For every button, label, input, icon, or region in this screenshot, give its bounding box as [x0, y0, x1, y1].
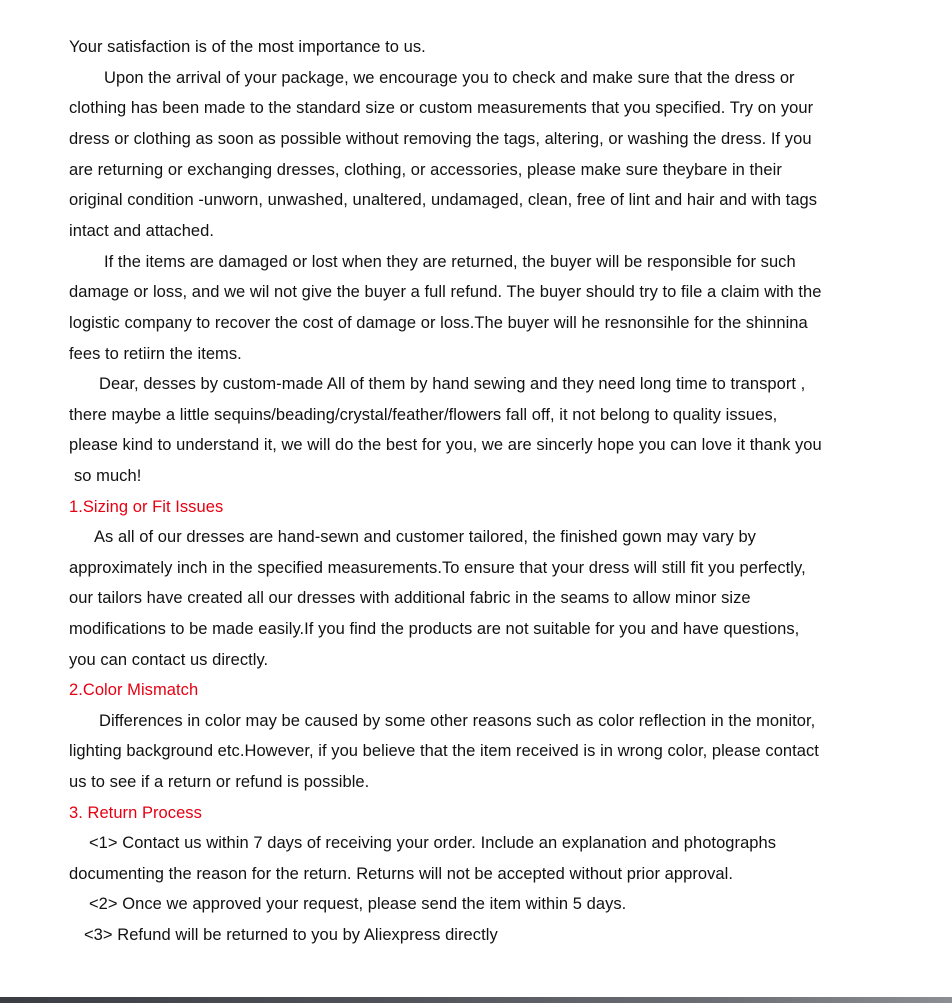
handmade-paragraph-line: please kind to understand it, we will do the best for you, we are sincerly hope you can love it thank you: [69, 436, 822, 454]
return-step-line: documenting the reason for the return. Returns will not be accepted without prior approval.: [69, 865, 734, 883]
sizing-section-line: approximately inch in the specified measurements.To ensure that your dress will still fit you perfectly,: [69, 559, 806, 577]
damage-paragraph-line: If the items are damaged or lost when they are returned, the buyer will be responsible for such: [104, 253, 796, 271]
return-section-heading: 3. Return Process: [69, 804, 202, 822]
arrival-paragraph-line: clothing has been made to the standard size or custom measurements that you specified. Try on your: [69, 99, 814, 117]
handmade-paragraph-line: there maybe a little sequins/beading/crystal/feather/flowers fall off, it not belong to quality issues,: [69, 406, 778, 424]
color-section-line: Differences in color may be caused by some other reasons such as color reflection in the monitor,: [99, 712, 816, 730]
sizing-section-heading: 1.Sizing or Fit Issues: [69, 498, 224, 516]
sizing-section-line: our tailors have created all our dresses with additional fabric in the seams to allow minor size: [69, 589, 751, 607]
damage-paragraph-line: logistic company to recover the cost of damage or loss.The buyer will he resnonsihle for the shinnina: [69, 314, 808, 332]
arrival-paragraph-line: original condition -unworn, unwashed, unaltered, undamaged, clean, free of lint and hair and with tags: [69, 191, 818, 209]
sizing-section-line: you can contact us directly.: [69, 651, 269, 669]
return-step-line: <2> Once we approved your request, please send the item within 5 days.: [89, 895, 627, 913]
handmade-paragraph-line: Dear, desses by custom-made All of them by hand sewing and they need long time to transport ,: [99, 375, 806, 393]
damage-paragraph-line: damage or loss, and we wil not give the buyer a full refund. The buyer should try to file a claim with the: [69, 283, 822, 301]
arrival-paragraph-line: intact and attached.: [69, 222, 215, 240]
arrival-paragraph-line: Upon the arrival of your package, we encourage you to check and make sure that the dress or: [104, 69, 795, 87]
arrival-paragraph-line: are returning or exchanging dresses, clothing, or accessories, please make sure theybare in their: [69, 161, 782, 179]
color-section-heading: 2.Color Mismatch: [69, 681, 199, 699]
damage-paragraph-line: fees to retiirn the items.: [69, 345, 242, 363]
color-section-line: us to see if a return or refund is possible.: [69, 773, 370, 791]
handmade-paragraph-line: so much!: [74, 467, 142, 485]
color-section-line: lighting background etc.However, if you believe that the item received is in wrong color, please contact: [69, 742, 819, 760]
bottom-divider-bar: [0, 997, 952, 1003]
return-step-line: <3> Refund will be returned to you by Aliexpress directly: [84, 926, 498, 944]
sizing-section-line: modifications to be made easily.If you find the products are not suitable for you and have questions,: [69, 620, 800, 638]
intro-text: Your satisfaction is of the most importance to us.: [69, 38, 426, 56]
return-step-line: <1> Contact us within 7 days of receiving your order. Include an explanation and photographs: [89, 834, 777, 852]
sizing-section-line: As all of our dresses are hand-sewn and customer tailored, the finished gown may vary by: [94, 528, 756, 546]
arrival-paragraph-line: dress or clothing as soon as possible without removing the tags, altering, or washing the dress. If you: [69, 130, 812, 148]
